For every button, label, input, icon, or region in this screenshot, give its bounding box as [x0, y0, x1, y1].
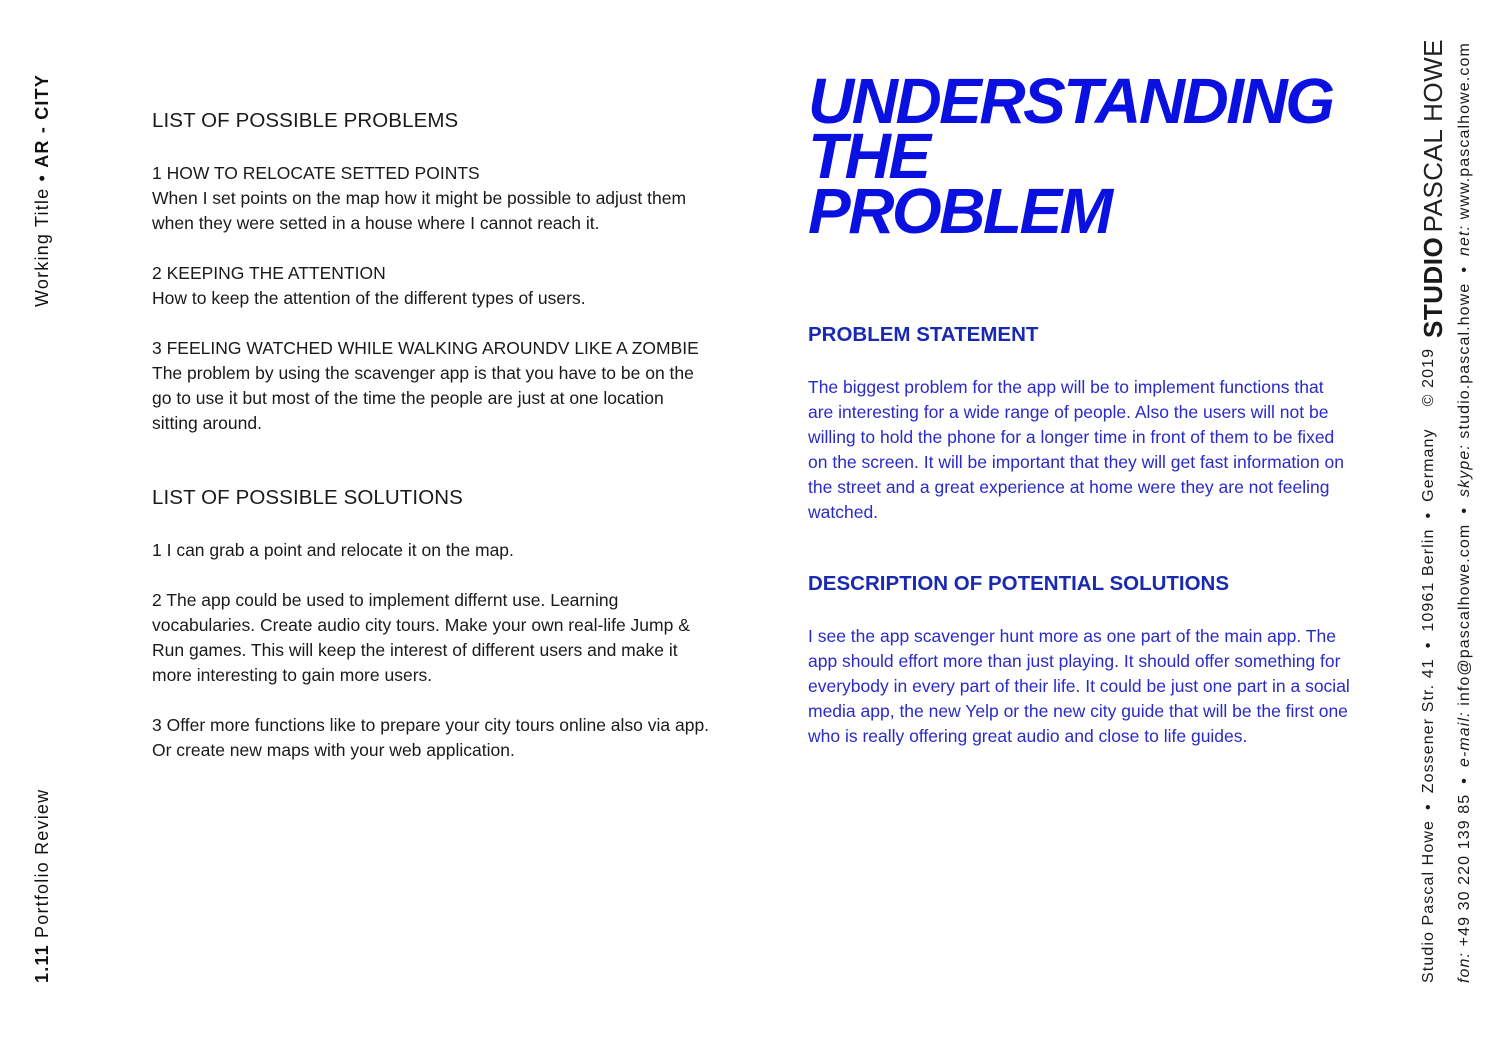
problem-text: How to keep the attention of the different types of users. — [152, 288, 586, 308]
problem-heading: 1 HOW TO RELOCATE SETTED POINTS — [152, 163, 480, 183]
solution-item — [152, 588, 712, 688]
section-number: 1.11 — [32, 944, 52, 983]
potential-solutions-title: DESCRIPTION OF POTENTIAL SOLUTIONS — [808, 572, 1230, 595]
working-title-text: Working Title — [32, 187, 52, 307]
email-label: e-mail: — [1456, 711, 1473, 768]
bullet-separator: • — [1456, 777, 1473, 784]
problem-item — [152, 161, 712, 236]
bullet-separator: • — [1456, 265, 1473, 273]
website: www.pascalhowe.com — [1456, 42, 1473, 220]
solution-item — [152, 538, 712, 563]
contact-line — [1456, 42, 1474, 983]
solution-item — [152, 713, 712, 763]
address-line — [1420, 343, 1438, 983]
email-address: info@pascalhowe.com — [1456, 523, 1473, 706]
phone-number: +49 30 220 139 85 — [1456, 793, 1473, 947]
title-line: THE — [808, 120, 929, 192]
fon-label: fon: — [1456, 951, 1473, 983]
bullet-separator: • — [1420, 641, 1437, 649]
solution-text: 1 I can grab a point and relocate it on the map. — [152, 540, 514, 560]
title-line: PROBLEM — [808, 175, 1111, 247]
page-title — [808, 65, 1398, 247]
problem-item — [152, 261, 712, 311]
net-label: net: — [1456, 224, 1473, 256]
solution-text: 2 The app could be used to implement differnt use. Learning vocabularies. Create audio city tours. Make your own real-life Jump & Run games. This will keep the interest of different users and make it more interesting to gain more users. — [152, 590, 690, 685]
left-column — [152, 108, 712, 788]
right-column — [808, 65, 1398, 749]
potential-solutions-text: I see the app scavenger hunt more as one part of the main app. The app should effort more than just playing. It should offer something for everybody in every part of their life. It could be just one part in a social media app, the new Yelp or the new city guide that will be the first one who is really offering great audio and close to life guides. — [808, 626, 1350, 746]
problem-statement-title: PROBLEM STATEMENT — [808, 323, 1039, 346]
section-label — [32, 763, 53, 983]
skype-handle: studio.pascal.howe — [1456, 282, 1473, 439]
problem-text: The problem by using the scavenger app is that you have to be on the go to use it but most of the time the people are just at one location sitting around. — [152, 363, 694, 433]
solutions-title: LIST OF POSSIBLE SOLUTIONS — [152, 486, 463, 509]
project-name: AR - CITY — [32, 73, 52, 168]
title-line: UNDERSTANDING — [808, 65, 1333, 137]
studio-logo — [1418, 38, 1449, 338]
bullet-separator: • — [1456, 506, 1473, 514]
bullet-separator: • — [1420, 803, 1437, 810]
problem-heading: 2 KEEPING THE ATTENTION — [152, 263, 386, 283]
copyright: © 2019 — [1420, 347, 1437, 407]
problems-title: LIST OF POSSIBLE PROBLEMS — [152, 109, 459, 132]
working-title-label — [32, 67, 53, 307]
problem-statement-text: The biggest problem for the app will be to implement functions that are interesting for a wide range of people. Also the users will not be willing to hold the phone for a longer time in front of them to be fixed on the screen. It will be important that they will get fast information on the street and a great experience at home were they are not feeling watched. — [808, 377, 1344, 522]
problem-item — [152, 336, 712, 436]
street: Zossener Str. 41 — [1420, 658, 1437, 794]
bullet-separator: • — [32, 173, 52, 182]
problem-text: When I set points on the map how it might be possible to adjust them when they were setted in a house where I cannot reach it. — [152, 188, 687, 233]
section-name: Portfolio Review — [32, 788, 52, 938]
studio-name: PASCAL HOWE — [1418, 38, 1448, 233]
country: Germany — [1420, 428, 1437, 502]
studio-word: STUDIO — [1418, 236, 1448, 338]
solution-text: 3 Offer more functions like to prepare your city tours online also via app. Or create new maps with your web application. — [152, 715, 710, 760]
city: 10961 Berlin — [1420, 528, 1437, 632]
skype-label: skype: — [1456, 444, 1473, 497]
company-name: Studio Pascal Howe — [1420, 820, 1437, 983]
bullet-separator: • — [1420, 511, 1437, 519]
problem-heading: 3 FEELING WATCHED WHILE WALKING AROUNDV LIKE A ZOMBIE — [152, 338, 699, 358]
